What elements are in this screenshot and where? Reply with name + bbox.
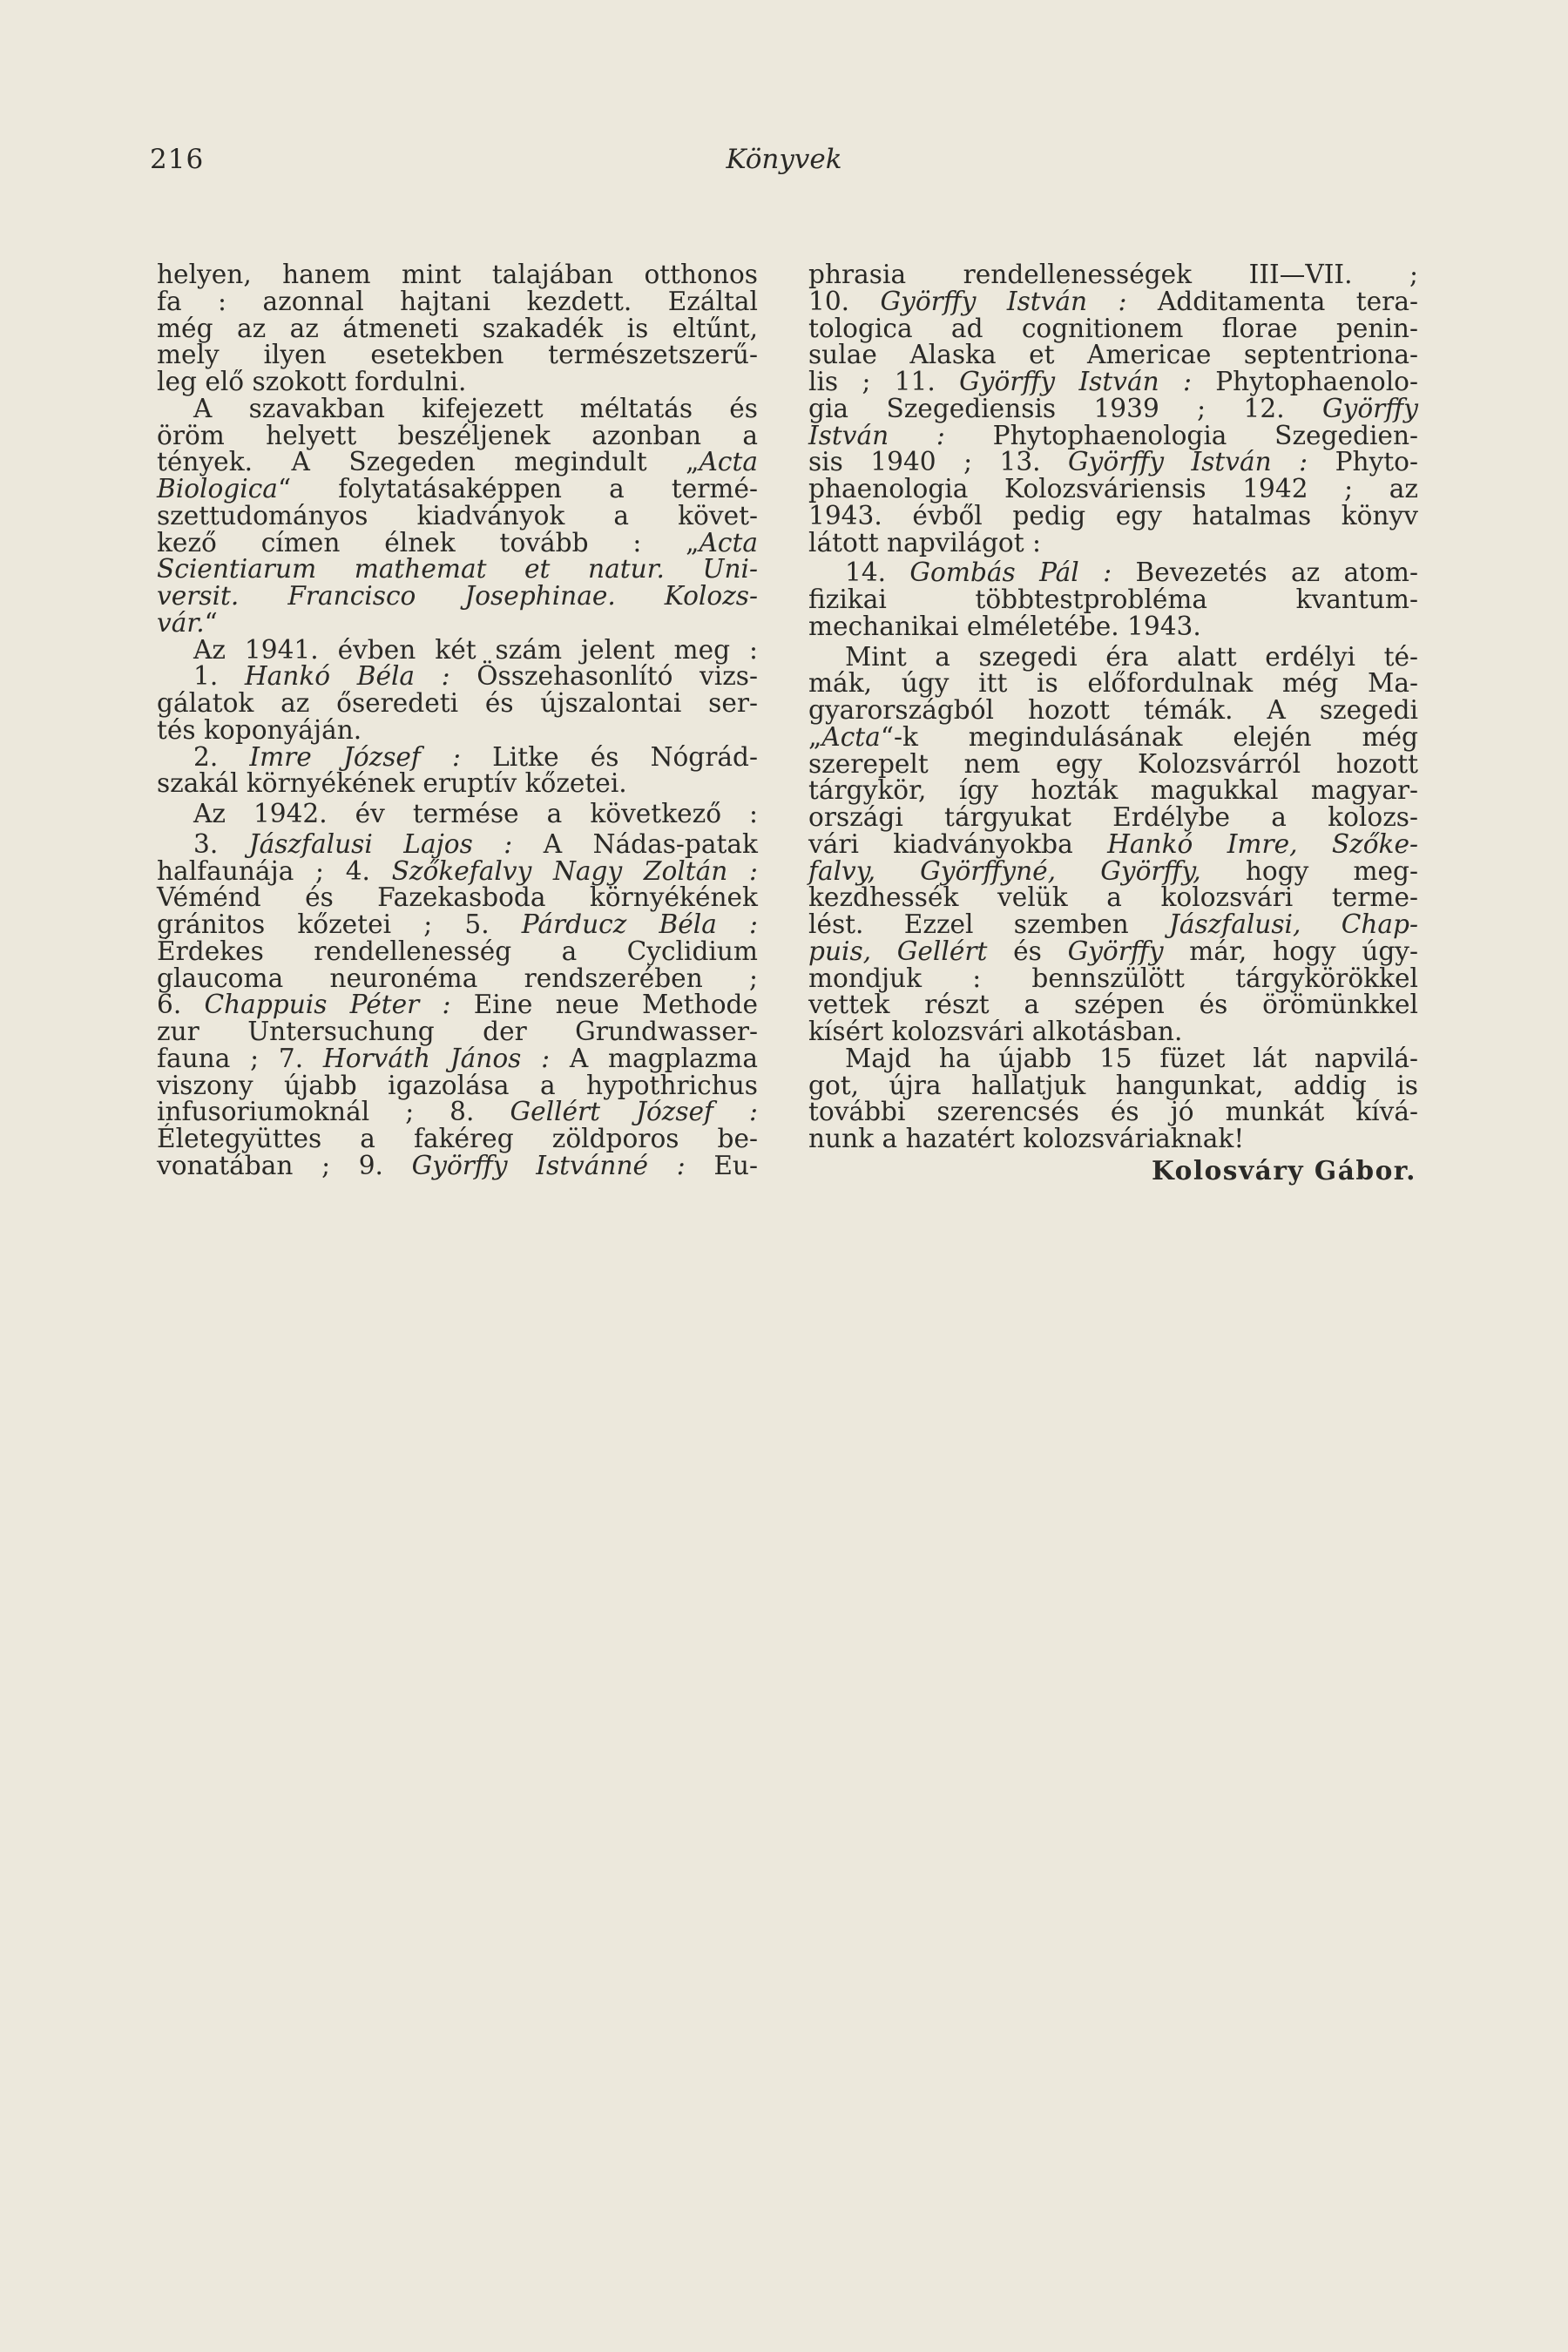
text-line: sulae Alaska et Americae septentriona- bbox=[808, 340, 1418, 370]
text-line: kísért kolozsvári alkotásban. bbox=[808, 1017, 1183, 1046]
text-line: 3. Jászfalusi Lajos : A Nádas-patak bbox=[193, 828, 758, 859]
text-line: Életegyüttes a fakéreg zöldporos be- bbox=[157, 1124, 758, 1153]
left-text-column bbox=[157, 261, 758, 1179]
text-line: további szerencsés és jó munkát kívá- bbox=[808, 1097, 1418, 1127]
text-line: mechanikai elméletébe. 1943. bbox=[808, 611, 1201, 641]
text-line: Majd ha újabb 15 füzet lát napvilá- bbox=[845, 1043, 1418, 1073]
text-line: 2. Imre József : Litke és Nógrád- bbox=[193, 741, 758, 772]
text-line: versit. Francisco Josephinae. Kolozs- bbox=[157, 581, 758, 611]
text-line: 1. Hankó Béla : Összehasonlító vizs- bbox=[193, 661, 758, 692]
text-line: A szavakban kifejezett méltatás és bbox=[193, 393, 758, 423]
text-line: viszony újabb igazolása a hypothrichus bbox=[157, 1070, 758, 1100]
text-line: fa : azonnal hajtani kezdett. Ezáltal bbox=[157, 286, 758, 316]
text-line: vári kiadványokba Hankó Imre, Szőke- bbox=[808, 828, 1418, 859]
text-line: phaenologia Kolozsváriensis 1942 ; az bbox=[808, 474, 1418, 504]
text-line: sis 1940 ; 13. Györffy István : Phyto- bbox=[808, 447, 1418, 477]
text-line: glaucoma neuronéma rendszerében ; bbox=[157, 963, 758, 993]
text-line: Mint a szegedi éra alatt erdélyi té- bbox=[845, 641, 1418, 672]
text-line: Véménd és Fazekasboda környékének bbox=[157, 882, 758, 913]
text-line: gránitos kőzetei ; 5. Párducz Béla : bbox=[157, 909, 759, 939]
text-line: nunk a hazatért kolozsváriaknak! bbox=[808, 1124, 1245, 1153]
text-line: fizikai többtestprobléma kvantum- bbox=[808, 585, 1418, 614]
text-line: gálatok az őseredeti és újszalontai ser- bbox=[157, 688, 758, 718]
text-line: falvy, Györffyné, Györffy, hogy meg- bbox=[808, 855, 1419, 886]
text-line: vár.“ bbox=[157, 607, 218, 638]
text-line: Biologica“ folytatásaképpen a termé- bbox=[157, 474, 758, 504]
text-line: fauna ; 7. Horváth János : A magplazma bbox=[157, 1043, 758, 1073]
text-line: halfaunája ; 4. Szőkefalvy Nagy Zoltán : bbox=[157, 855, 758, 886]
text-line: Scientiarum mathemat et natur. Uni- bbox=[157, 554, 758, 585]
text-line: phrasia rendellenességek III—VII. ; bbox=[808, 260, 1418, 289]
text-line: Az 1942. év termése a következő : bbox=[193, 799, 758, 828]
text-line: tologica ad cognitionem florae penin- bbox=[808, 313, 1418, 343]
text-line: kező címen élnek tovább : „Acta bbox=[157, 527, 758, 558]
text-line: kezdhessék velük a kolozsvári terme- bbox=[808, 882, 1418, 913]
text-line: tárgykör, így hozták magukkal magyar- bbox=[808, 775, 1418, 806]
text-line: „Acta“-k megindulásának elején még bbox=[808, 721, 1418, 752]
text-line: leg elő szokott fordulni. bbox=[157, 367, 467, 396]
text-line: lis ; 11. Györffy István : Phytophaenolo- bbox=[808, 367, 1418, 396]
text-line: Érdekes rendellenesség a Cyclidium bbox=[157, 936, 758, 966]
text-line: még az az átmeneti szakadék is eltűnt, bbox=[157, 313, 758, 343]
text-line: puis, Gellért és Györffy már, hogy úgy- bbox=[808, 936, 1418, 966]
page-number: 216 bbox=[150, 144, 205, 175]
right-text-column bbox=[808, 261, 1418, 1185]
text-line: mák, úgy itt is előfordulnak még Ma- bbox=[808, 668, 1418, 699]
text-line: gyarországból hozott témák. A szegedi bbox=[808, 695, 1418, 725]
text-line: tés koponyáján. bbox=[157, 714, 362, 745]
author-signature: Kolosváry Gábor. bbox=[1152, 1154, 1416, 1186]
text-line: Az 1941. évben két szám jelent meg : bbox=[193, 634, 758, 665]
text-line: helyen, hanem mint talajában otthonos bbox=[157, 260, 758, 289]
text-line: zur Untersuchung der Grundwasser- bbox=[157, 1017, 758, 1046]
running-title: Könyvek bbox=[726, 144, 842, 175]
text-line: 14. Gombás Pál : Bevezetés az atom- bbox=[845, 558, 1418, 588]
text-line: öröm helyett beszéljenek azonban a bbox=[157, 420, 758, 450]
text-line: mely ilyen esetekben természetszerű- bbox=[157, 340, 758, 370]
text-line: szerepelt nem egy Kolozsvárról hozott bbox=[808, 748, 1418, 779]
text-line: vettek részt a szépen és örömünkkel bbox=[808, 990, 1418, 1020]
text-line: mondjuk : bennszülött tárgykörökkel bbox=[808, 963, 1418, 993]
text-line: 6. Chappuis Péter : Eine neue Methode bbox=[157, 990, 758, 1020]
text-line: infusoriumoknál ; 8. Gellért József : bbox=[157, 1097, 758, 1127]
text-line: 1943. évből pedig egy hatalmas könyv bbox=[808, 500, 1418, 531]
text-line: szakál környékének eruptív kőzetei. bbox=[157, 768, 627, 799]
text-line: István : Phytophaenologia Szegedien- bbox=[808, 420, 1419, 450]
text-line: országi tárgyukat Erdélybe a kolozs- bbox=[808, 802, 1418, 832]
text-line: gia Szegediensis 1939 ; 12. Györffy bbox=[808, 393, 1418, 423]
text-line: got, újra hallatjuk hangunkat, addig is bbox=[808, 1070, 1418, 1100]
text-line: szettudományos kiadványok a követ- bbox=[157, 500, 758, 531]
text-line: 10. Györffy István : Additamenta tera- bbox=[808, 286, 1418, 316]
text-line: látott napvilágot : bbox=[808, 527, 1041, 558]
text-line: lést. Ezzel szemben Jászfalusi, Chap- bbox=[808, 909, 1418, 939]
text-line: tények. A Szegeden megindult „Acta bbox=[157, 447, 758, 477]
text-line: vonatában ; 9. Györffy Istvánné : Eu- bbox=[157, 1150, 758, 1180]
page-header bbox=[0, 144, 1568, 187]
